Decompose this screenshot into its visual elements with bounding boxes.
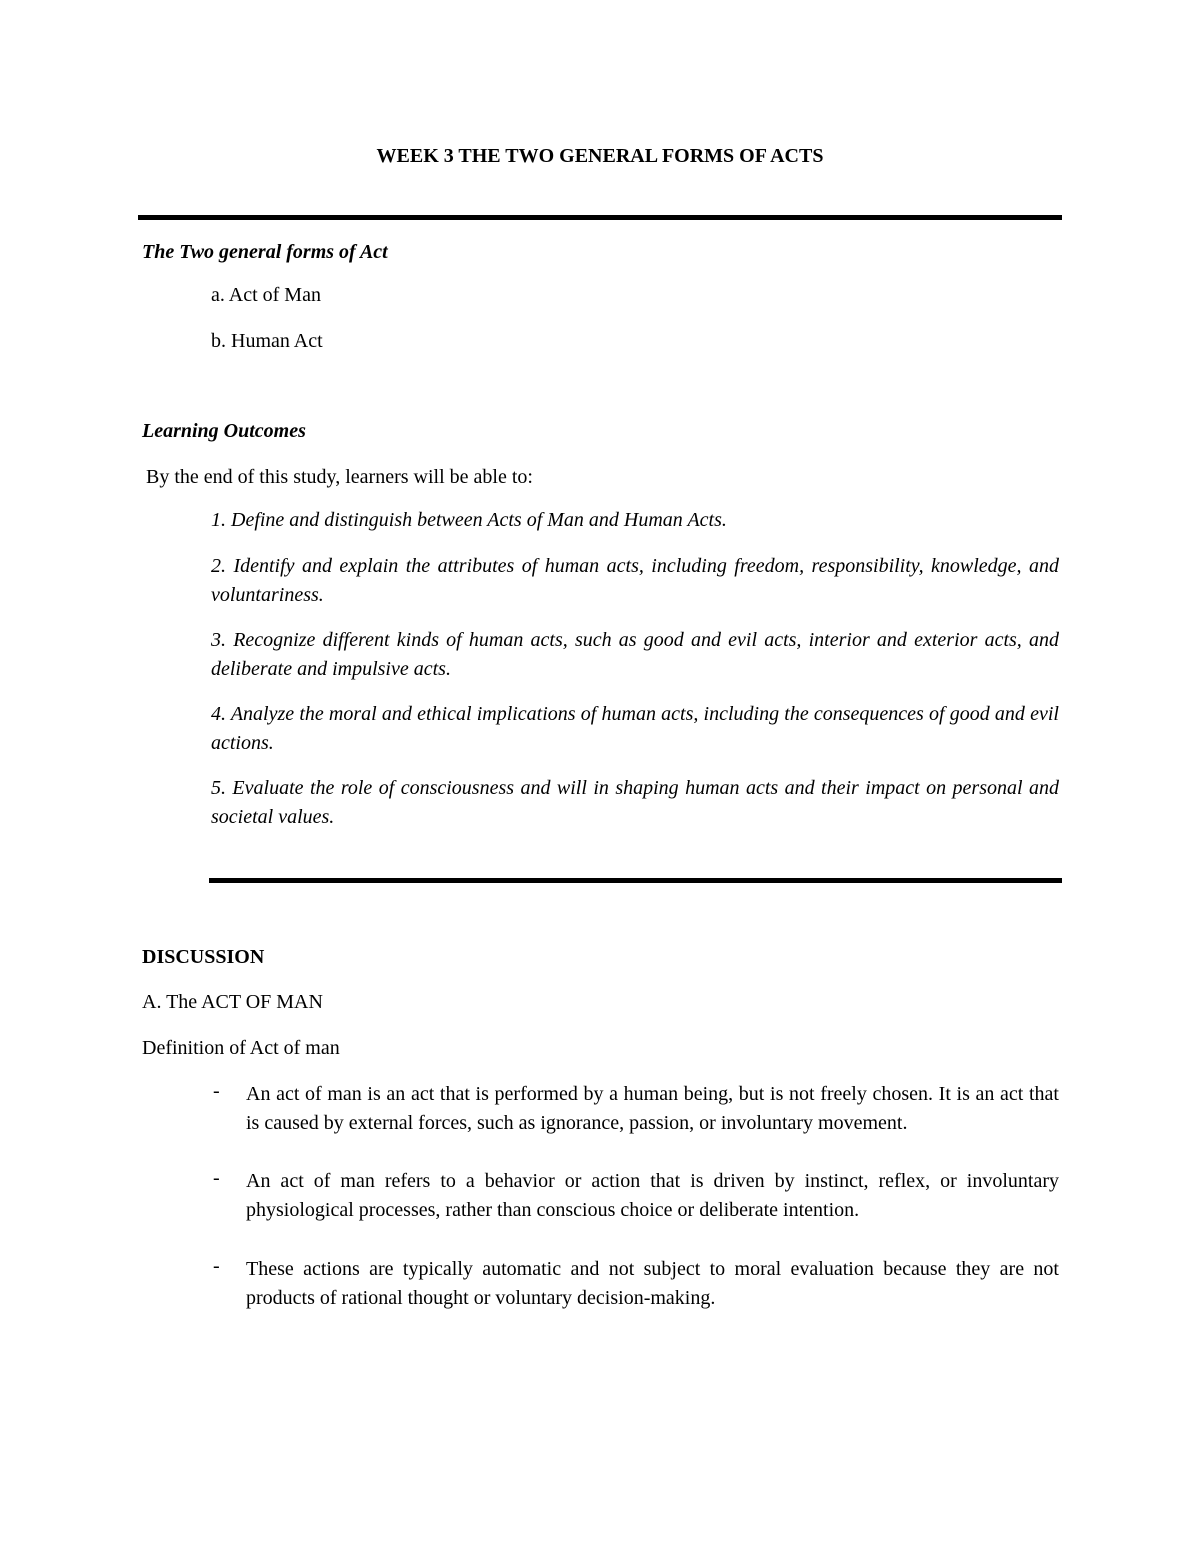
definition-bullet-2: An act of man refers to a behavior or action that is driven by instinct, reflex, or involuntary physiological processes, rather than conscious choice or deliberate intention. [246,1170,1059,1221]
bottom-divider [209,878,1062,883]
forms-item-b: b. Human Act [211,330,323,352]
bullet-marker-2: - [213,1167,220,1189]
outcome-item-1: 1. Define and distinguish between Acts of Man and Human Acts. [211,509,727,531]
bullet-marker-1: - [213,1080,220,1102]
outcome-item-3: 3. Recognize different kinds of human acts, such as good and evil acts, interior and exterior acts, and deliberate and impulsive acts. [211,629,1059,680]
forms-item-a: a. Act of Man [211,284,321,306]
outcomes-heading: Learning Outcomes [142,420,306,442]
discussion-heading: DISCUSSION [142,946,265,968]
outcome-item-2: 2. Identify and explain the attributes of human acts, including freedom, responsibility, knowledge, and voluntariness. [211,555,1059,606]
page-title: WEEK 3 THE TWO GENERAL FORMS OF ACTS [376,145,824,167]
discussion-subheading: A. The ACT OF MAN [142,991,323,1013]
outcomes-intro: By the end of this study, learners will be able to: [146,466,533,488]
bullet-marker-3: - [213,1255,220,1277]
definition-bullet-1: An act of man is an act that is performed by a human being, but is not freely chosen. It is an act that is caused by external forces, such as ignorance, passion, or involuntary movement. [246,1083,1059,1134]
outcome-item-5: 5. Evaluate the role of consciousness and will in shaping human acts and their impact on personal and societal values. [211,777,1059,828]
forms-heading: The Two general forms of Act [142,241,388,263]
definition-bullet-3: These actions are typically automatic and not subject to moral evaluation because they are not products of rational thought or voluntary decision-making. [246,1258,1059,1309]
definition-label: Definition of Act of man [142,1037,340,1059]
outcome-item-4: 4. Analyze the moral and ethical implications of human acts, including the consequences of good and evil actions. [211,703,1059,754]
top-divider [138,215,1062,220]
